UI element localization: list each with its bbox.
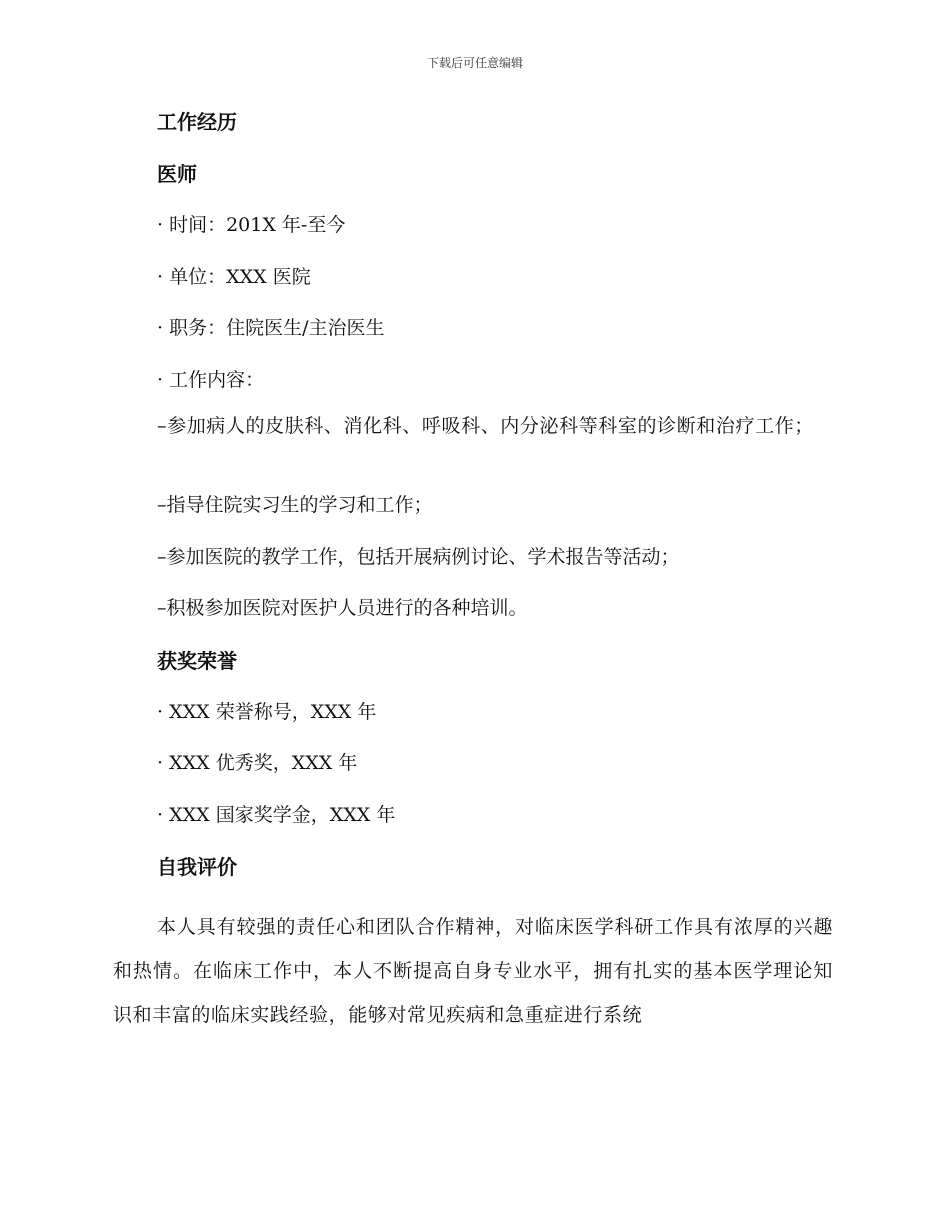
- self-evaluation-text: 本人具有较强的责任心和团队合作精神，对临床医学科研工作具有浓厚的兴趣和热情。在临床工作中，本人不断提高自身专业水平，拥有扎实的基本医学理论知识和丰富的临床实践经验，能够对常见疾病和急重症进行系统: [113, 916, 833, 1026]
- duty-item: –参加医院的教学工作，包括开展病例讨论、学术报告等活动；: [157, 545, 680, 568]
- award-item: · XXX 荣誉称号，XXX 年: [157, 700, 377, 723]
- self-evaluation-heading: 自我评价: [157, 855, 237, 879]
- award-item: · XXX 优秀奖，XXX 年: [157, 752, 358, 774]
- page-header: 下载后可任意编辑: [426, 56, 523, 70]
- work-time: · 时间：201X 年-至今: [157, 214, 346, 236]
- work-content-label: · 工作内容：: [157, 368, 265, 391]
- job-role-heading: 医师: [157, 162, 197, 186]
- duty-item: –参加病人的皮肤科、消化科、呼吸科、内分泌科等科室的诊断和治疗工作；: [157, 415, 814, 437]
- work-experience-heading: 工作经历: [157, 110, 237, 134]
- work-unit: · 单位：XXX 医院: [157, 265, 311, 288]
- document-body: [113, 108, 833, 1037]
- duty-item: –积极参加医院对医护人员进行的各种培训。: [157, 597, 528, 619]
- awards-heading: 获奖荣誉: [157, 648, 237, 673]
- duty-item: –指导住院实习生的学习和工作；: [157, 494, 433, 516]
- award-item: · XXX 国家奖学金，XXX 年: [157, 803, 396, 826]
- work-position: · 职务：住院医生/主治医生: [157, 317, 385, 339]
